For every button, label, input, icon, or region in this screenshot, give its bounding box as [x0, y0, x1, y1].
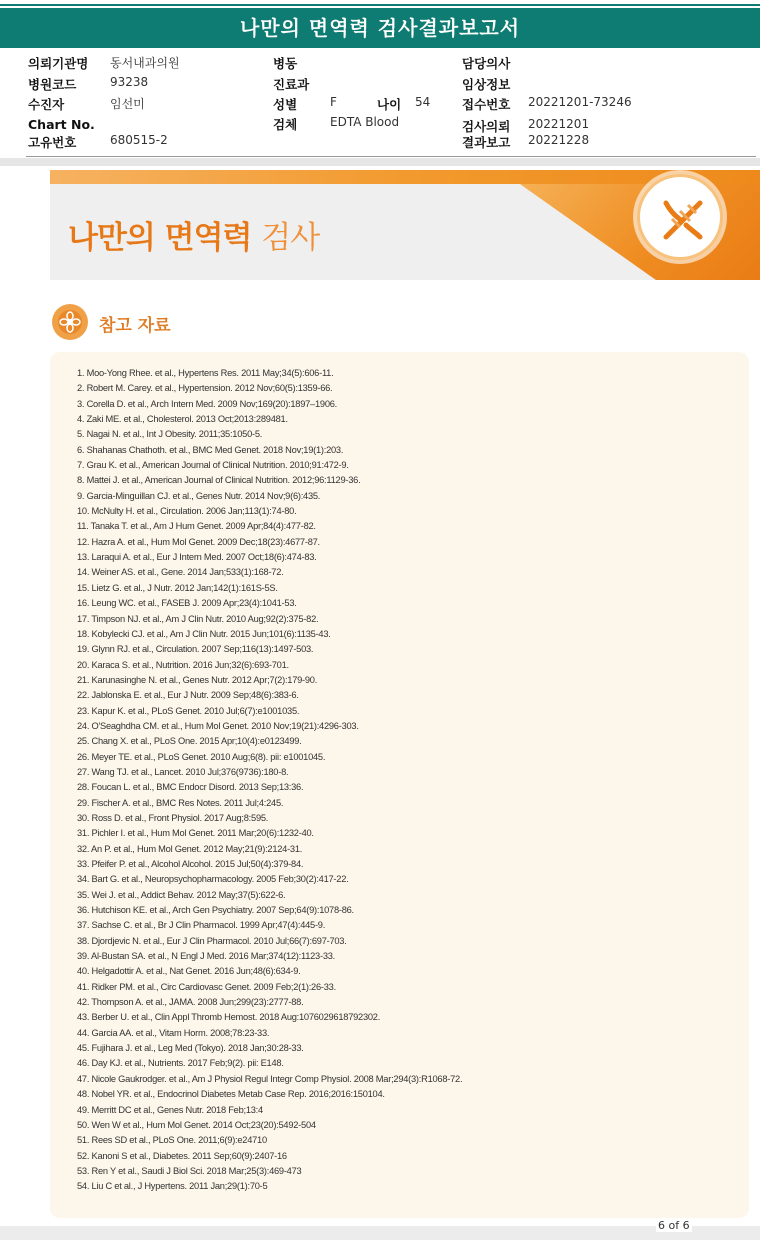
specimen-value: EDTA Blood: [330, 115, 400, 129]
reference-item: 29. Fischer A. et al., BMC Res Notes. 2011 Jul;4:245.: [77, 797, 284, 808]
reference-item: 2. Robert M. Carey. et al., Hypertension. 2012 Nov;60(5):1359-66.: [77, 383, 333, 394]
reference-item: 20. Karaca S. et al., Nutrition. 2016 Jun;32(6):693-701.: [77, 659, 289, 670]
reference-item: 37. Sachse C. et al., Br J Clin Pharmacol. 1999 Apr;47(4):445-9.: [77, 920, 326, 931]
reference-item: 6. Shahanas Chathoth. et al., BMC Med Genet. 2018 Nov;19(1):203.: [77, 444, 344, 455]
reference-item: 42. Thompson A. et al., JAMA. 2008 Jun;299(23):2777-88.: [77, 997, 304, 1008]
id-label: 고유번호: [28, 135, 77, 150]
reference-item: 23. Kapur K. et al., PLoS Genet. 2010 Jul;6(7):e1001035.: [77, 705, 300, 716]
reference-item: 48. Nobel YR. et al., Endocrinol Diabetes Metab Case Rep. 2016;2016:150104.: [77, 1089, 385, 1100]
clinical-label: 임상정보: [462, 77, 511, 92]
reference-item: 27. Wang TJ. et al., Lancet. 2010 Jul;376(9736):180-8.: [77, 766, 289, 777]
age-value: 54: [415, 95, 431, 109]
reference-item: 14. Weiner AS. et al., Gene. 2014 Jan;533(1):168-72.: [77, 567, 284, 578]
reference-item: 1. Moo-Yong Rhee. et al., Hypertens Res. 2011 May;34(5):606-11.: [77, 368, 334, 378]
reference-item: 53. Ren Y et al., Saudi J Biol Sci. 2018 Mar;25(3):469-473: [77, 1165, 302, 1176]
institution-value: 동서내과의원: [110, 56, 180, 70]
reference-item: 28. Foucan L. et al., BMC Endocr Disord. 2013 Sep;13:36.: [77, 782, 304, 793]
reference-item: 21. Karunasinghe N. et al., Genes Nutr. 2012 Apr;7(2):179-90.: [77, 674, 318, 685]
dna-icon-badge: [637, 174, 723, 260]
dept-label: 진료과: [273, 77, 310, 92]
info-divider: [26, 156, 756, 157]
gray-band: [0, 158, 760, 166]
reference-item: 3. Corella D. et al., Arch Intern Med. 2009 Nov;169(20):1897–1906.: [77, 398, 337, 409]
reference-item: 41. Ridker PM. et al., Circ Cardiovasc Genet. 2009 Feb;2(1):26-33.: [77, 981, 336, 992]
doctor-label: 담당의사: [462, 56, 511, 71]
reference-item: 36. Hutchison KE. et al., Arch Gen Psychiatry. 2007 Sep;64(9):1078-86.: [77, 905, 354, 916]
banner-title: [68, 212, 319, 257]
reference-item: 16. Leung WC. et al., FASEB J. 2009 Apr;23(4):1041-53.: [77, 598, 297, 609]
reference-item: 12. Hazra A. et al., Hum Mol Genet. 2009 Dec;18(23):4677-87.: [77, 536, 320, 547]
info-row: [0, 133, 760, 151]
reference-item: 40. Helgadottir A. et al., Nat Genet. 2016 Jun;48(6):634-9.: [77, 966, 301, 977]
reference-item: 5. Nagai N. et al., Int J Obesity. 2011;35:1050-5.: [77, 429, 263, 440]
banner-title-bold: 나만의 면역력: [68, 220, 252, 256]
reference-item: 4. Zaki ME. et al., Cholesterol. 2013 Oct;2013:289481.: [77, 414, 288, 425]
reference-item: 31. Pichler I. et al., Hum Mol Genet. 2011 Mar;20(6):1232-40.: [77, 828, 314, 839]
reference-item: 25. Chang X. et al., PLoS One. 2015 Apr;10(4):e0123499.: [77, 736, 302, 747]
reference-item: 9. Garcia-Minguillan CJ. et al., Genes Nutr. 2014 Nov;9(6):435.: [77, 490, 321, 501]
reference-item: 46. Day KJ. et al., Nutrients. 2017 Feb;9(2). pii: E148.: [77, 1058, 284, 1069]
reference-item: 44. Garcia AA. et al., Vitam Horm. 2008;78:23-33.: [77, 1027, 270, 1038]
id-value: 680515-2: [110, 133, 168, 147]
info-row: [0, 54, 760, 72]
reference-item: 54. Liu C et al., J Hypertens. 2011 Jan;29(1):70-5: [77, 1181, 268, 1192]
section-title: 참고 자료: [99, 316, 171, 336]
reference-item: 10. McNulty H. et al., Circulation. 2006 Jan;113(1):74-80.: [77, 506, 297, 517]
patient-value: 임선미: [110, 97, 145, 111]
report-date-value: 20221228: [528, 133, 590, 147]
institution-label: 의뢰기관명: [28, 56, 89, 71]
reference-item: 34. Bart G. et al., Neuropsychopharmacology. 2005 Feb;30(2):417-22.: [77, 874, 349, 885]
specimen-label: 검체: [273, 117, 298, 132]
reference-item: 39. Al-Bustan SA. et al., N Engl J Med. 2016 Mar;374(12):1123-33.: [77, 951, 335, 962]
top-divider: [0, 4, 760, 6]
reference-item: 24. O'Seaghdha CM. et al., Hum Mol Genet. 2010 Nov;19(21):4296-303.: [77, 720, 359, 731]
reference-item: 13. Laraqui A. et al., Eur J Intern Med. 2007 Oct;18(6):474-83.: [77, 552, 317, 563]
ward-label: 병동: [273, 56, 298, 71]
request-label: 검사의뢰: [462, 119, 511, 134]
reference-item: 26. Meyer TE. et al., PLoS Genet. 2010 Aug;6(8). pii: e1001045.: [77, 751, 326, 762]
report-date-label: 결과보고: [462, 135, 511, 150]
reference-item: 32. An P. et al., Hum Mol Genet. 2012 May;21(9):2124-31.: [77, 843, 303, 854]
reference-item: 51. Rees SD et al., PLoS One. 2011;6(9):e24710: [77, 1135, 267, 1146]
info-row: [0, 75, 760, 93]
reference-list: [77, 366, 462, 1195]
dna-icon: [658, 195, 708, 245]
reference-item: 30. Ross D. et al., Front Physiol. 2017 Aug;8:595.: [77, 812, 269, 823]
footer-band: [0, 1226, 760, 1240]
reference-item: 33. Pfeifer P. et al., Alcohol Alcohol. 2015 Jul;50(4):379-84.: [77, 859, 304, 869]
banner-title-light: 검사: [261, 220, 320, 256]
reference-item: 47. Nicole Gaukrodger. et al., Am J Physiol Regul Integr Comp Physiol. 2008 Mar;294(3):R1068-72.: [77, 1073, 463, 1084]
reference-item: 43. Berber U. et al., Clin Appl Thromb Hemost. 2018 Aug:1076029618792302.: [77, 1012, 381, 1023]
reference-item: 49. Merritt DC et al., Genes Nutr. 2018 Feb;13:4: [77, 1104, 263, 1115]
reception-value: 20221201-73246: [528, 95, 632, 109]
reference-item: 52. Kanoni S et al., Diabetes. 2011 Sep;60(9):2407-16: [77, 1150, 287, 1161]
info-row: [0, 115, 760, 133]
page-number: 6 of 6: [658, 1219, 690, 1232]
reference-item: 38. Djordjevic N. et al., Eur J Clin Pharmacol. 2010 Jul;66(7):697-703.: [77, 935, 347, 946]
sex-label: 성별: [273, 97, 298, 112]
reference-item: 19. Glynn RJ. et al., Circulation. 2007 Sep;116(13):1497-503.: [77, 644, 314, 655]
age-label: 나이: [377, 97, 402, 112]
references-panel: [50, 352, 749, 1218]
reference-item: 17. Timpson NJ. et al., Am J Clin Nutr. 2010 Aug;92(2):375-82.: [77, 613, 319, 624]
hospital-code-value: 93238: [110, 75, 149, 89]
report-title: 나만의 면역력 검사결과보고서: [0, 8, 760, 48]
patient-info-block: [0, 54, 760, 154]
sex-value: F: [330, 95, 337, 109]
reception-label: 접수번호: [462, 97, 511, 112]
info-row: [0, 95, 760, 113]
patient-label: 수진자: [28, 97, 65, 112]
flower-icon: [52, 304, 88, 340]
reference-item: 50. Wen W et al., Hum Mol Genet. 2014 Oct;23(20):5492-504: [77, 1119, 316, 1130]
reference-item: 11. Tanaka T. et al., Am J Hum Genet. 2009 Apr;84(4):477-82.: [77, 521, 316, 532]
hospital-code-label: 병원코드: [28, 77, 77, 92]
reference-item: 15. Lietz G. et al., J Nutr. 2012 Jan;142(1):161S-5S.: [77, 582, 278, 593]
reference-item: 18. Kobylecki CJ. et al., Am J Clin Nutr. 2015 Jun;101(6):1135-43.: [77, 628, 331, 639]
reference-item: 7. Grau K. et al., American Journal of Clinical Nutrition. 2010;91:472-9.: [77, 460, 349, 471]
request-value: 20221201: [528, 117, 590, 131]
reference-item: 45. Fujihara J. et al., Leg Med (Tokyo). 2018 Jan;30:28-33.: [77, 1043, 304, 1054]
reference-item: 8. Mattei J. et al., American Journal of Clinical Nutrition. 2012;96:1129-36.: [77, 475, 361, 486]
reference-item: 22. Jablonska E. et al., Eur J Nutr. 2009 Sep;48(6):383-6.: [77, 690, 299, 701]
chart-label: Chart No.: [28, 117, 95, 132]
reference-item: 35. Wei J. et al., Addict Behav. 2012 May;37(5):622-6.: [77, 889, 286, 900]
